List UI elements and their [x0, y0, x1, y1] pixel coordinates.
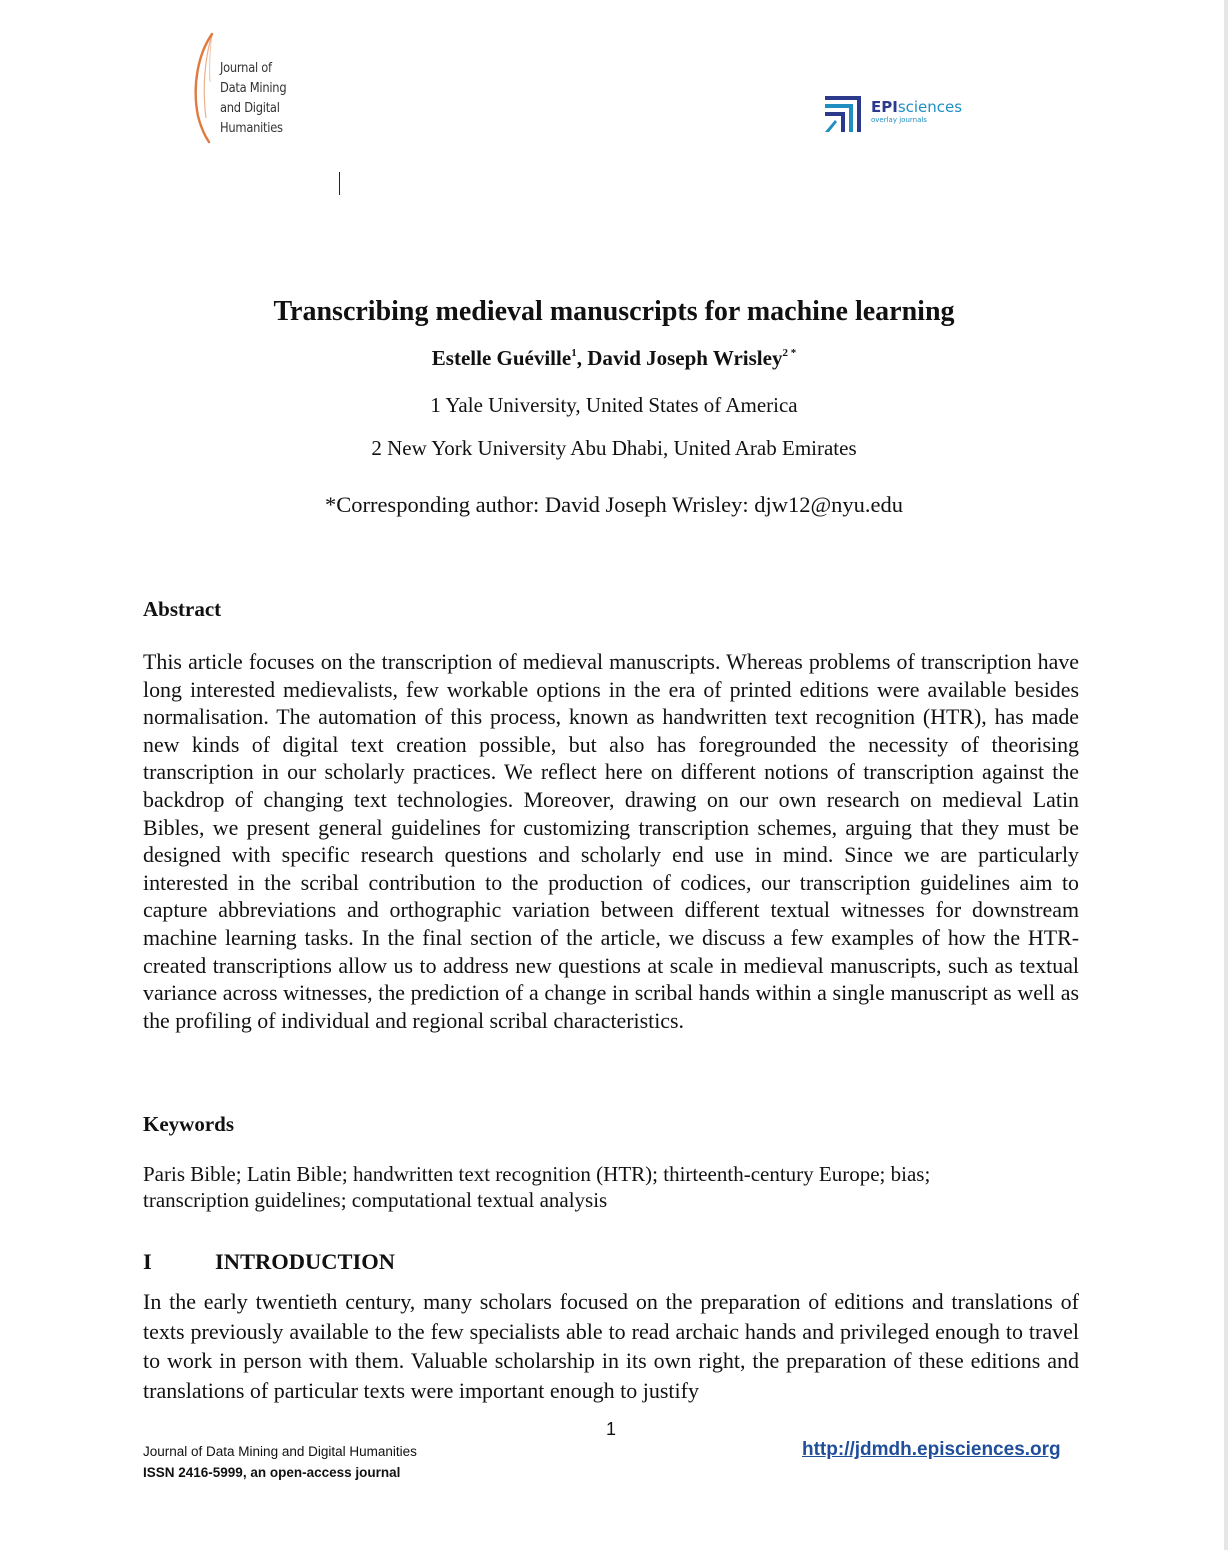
author-name: David Joseph Wrisley [587, 346, 783, 370]
section-heading: INTRODUCTION [215, 1249, 396, 1274]
episciences-logo [825, 96, 985, 136]
keywords-line: Paris Bible; Latin Bible; handwritten text recognition (HTR); thirteenth-century Europe; bias; [143, 1162, 931, 1186]
episciences-wordmark [871, 98, 962, 116]
episciences-wordmark-bold: EPI [871, 98, 898, 116]
footer-issn: ISSN 2416-5999, an open-access journal [143, 1465, 401, 1480]
section-number: I [143, 1249, 152, 1274]
paper-title: Transcribing medieval manuscripts for machine learning [273, 296, 955, 327]
journal-logo-line: Humanities [220, 120, 283, 136]
affiliation: 1 Yale University, United States of America [430, 393, 798, 417]
keywords-heading: Keywords [143, 1112, 234, 1136]
journal-logo-line: Journal of [220, 60, 272, 76]
author-affiliation-mark: 1 [571, 347, 577, 359]
page-edge-shadow [1224, 0, 1228, 1550]
episciences-wordmark-light: sciences [897, 98, 963, 116]
episciences-mark-icon [825, 96, 863, 132]
journal-logo-line: Data Mining [220, 80, 287, 96]
author-line [0, 346, 1228, 371]
affiliation: 2 New York University Abu Dhabi, United Arab Emirates [371, 436, 857, 460]
abstract-heading: Abstract [143, 597, 222, 621]
author-separator: , [576, 346, 588, 370]
episciences-subtitle: overlay journals [871, 116, 927, 124]
journal-logo-line: and Digital [220, 100, 280, 116]
footer-journal-name: Journal of Data Mining and Digital Humanities [143, 1444, 417, 1459]
keywords-line: transcription guidelines; computational textual analysis [143, 1188, 608, 1212]
journal-logo [190, 30, 300, 146]
keywords-list [143, 1161, 1079, 1213]
author-name: Estelle Guéville [431, 346, 572, 370]
text-cursor [339, 172, 340, 195]
author-affiliation-mark: 2 * [782, 347, 797, 359]
corresponding-author: *Corresponding author: David Joseph Wrisley: djw12@nyu.edu [324, 492, 904, 517]
journal-website-link[interactable]: http://jdmdh.episciences.org [802, 1439, 1061, 1460]
abstract-body: This article focuses on the transcription of medieval manuscripts. Whereas problems of transcription have long interested medievalists, few workable options in the era of printed editions were available besides normalisation. The automation of this process, known as handwritten text recognition (HTR), has made new kinds of digital text creation possible, but also has foregrounded the necessity of theorising transcription in our scholarly practices. We reflect here on different notions of transcription against the backdrop of changing text technologies. Moreover, drawing on our own research on medieval Latin Bibles, we present general guidelines for customizing transcription schemes, arguing that they must be designed with specific research questions and scholarly end use in mind. Since we are particularly interested in the scribal contribution to the production of codices, our transcription guidelines aim to capture abbreviations and orthographic variation between different textual witnesses for downstream machine learning tasks. In the final section of the article, we discuss a few examples of how the HTR-created transcriptions allow us to address new questions at scale in medieval manuscripts, such as textual variance across witnesses, the prediction of a change in scribal hands within a single manuscript as well as the profiling of individual and regional scribal characteristics. [143, 649, 1079, 1033]
page-number: 1 [605, 1419, 616, 1439]
introduction-body: In the early twentieth century, many scholars focused on the preparation of editions and translations of texts previously available to the few specialists able to read archaic hands and privileged enough to travel to work in person with them. Valuable scholarship in its own right, the preparation of these editions and translations of particular texts were important enough to justify [143, 1289, 1079, 1403]
